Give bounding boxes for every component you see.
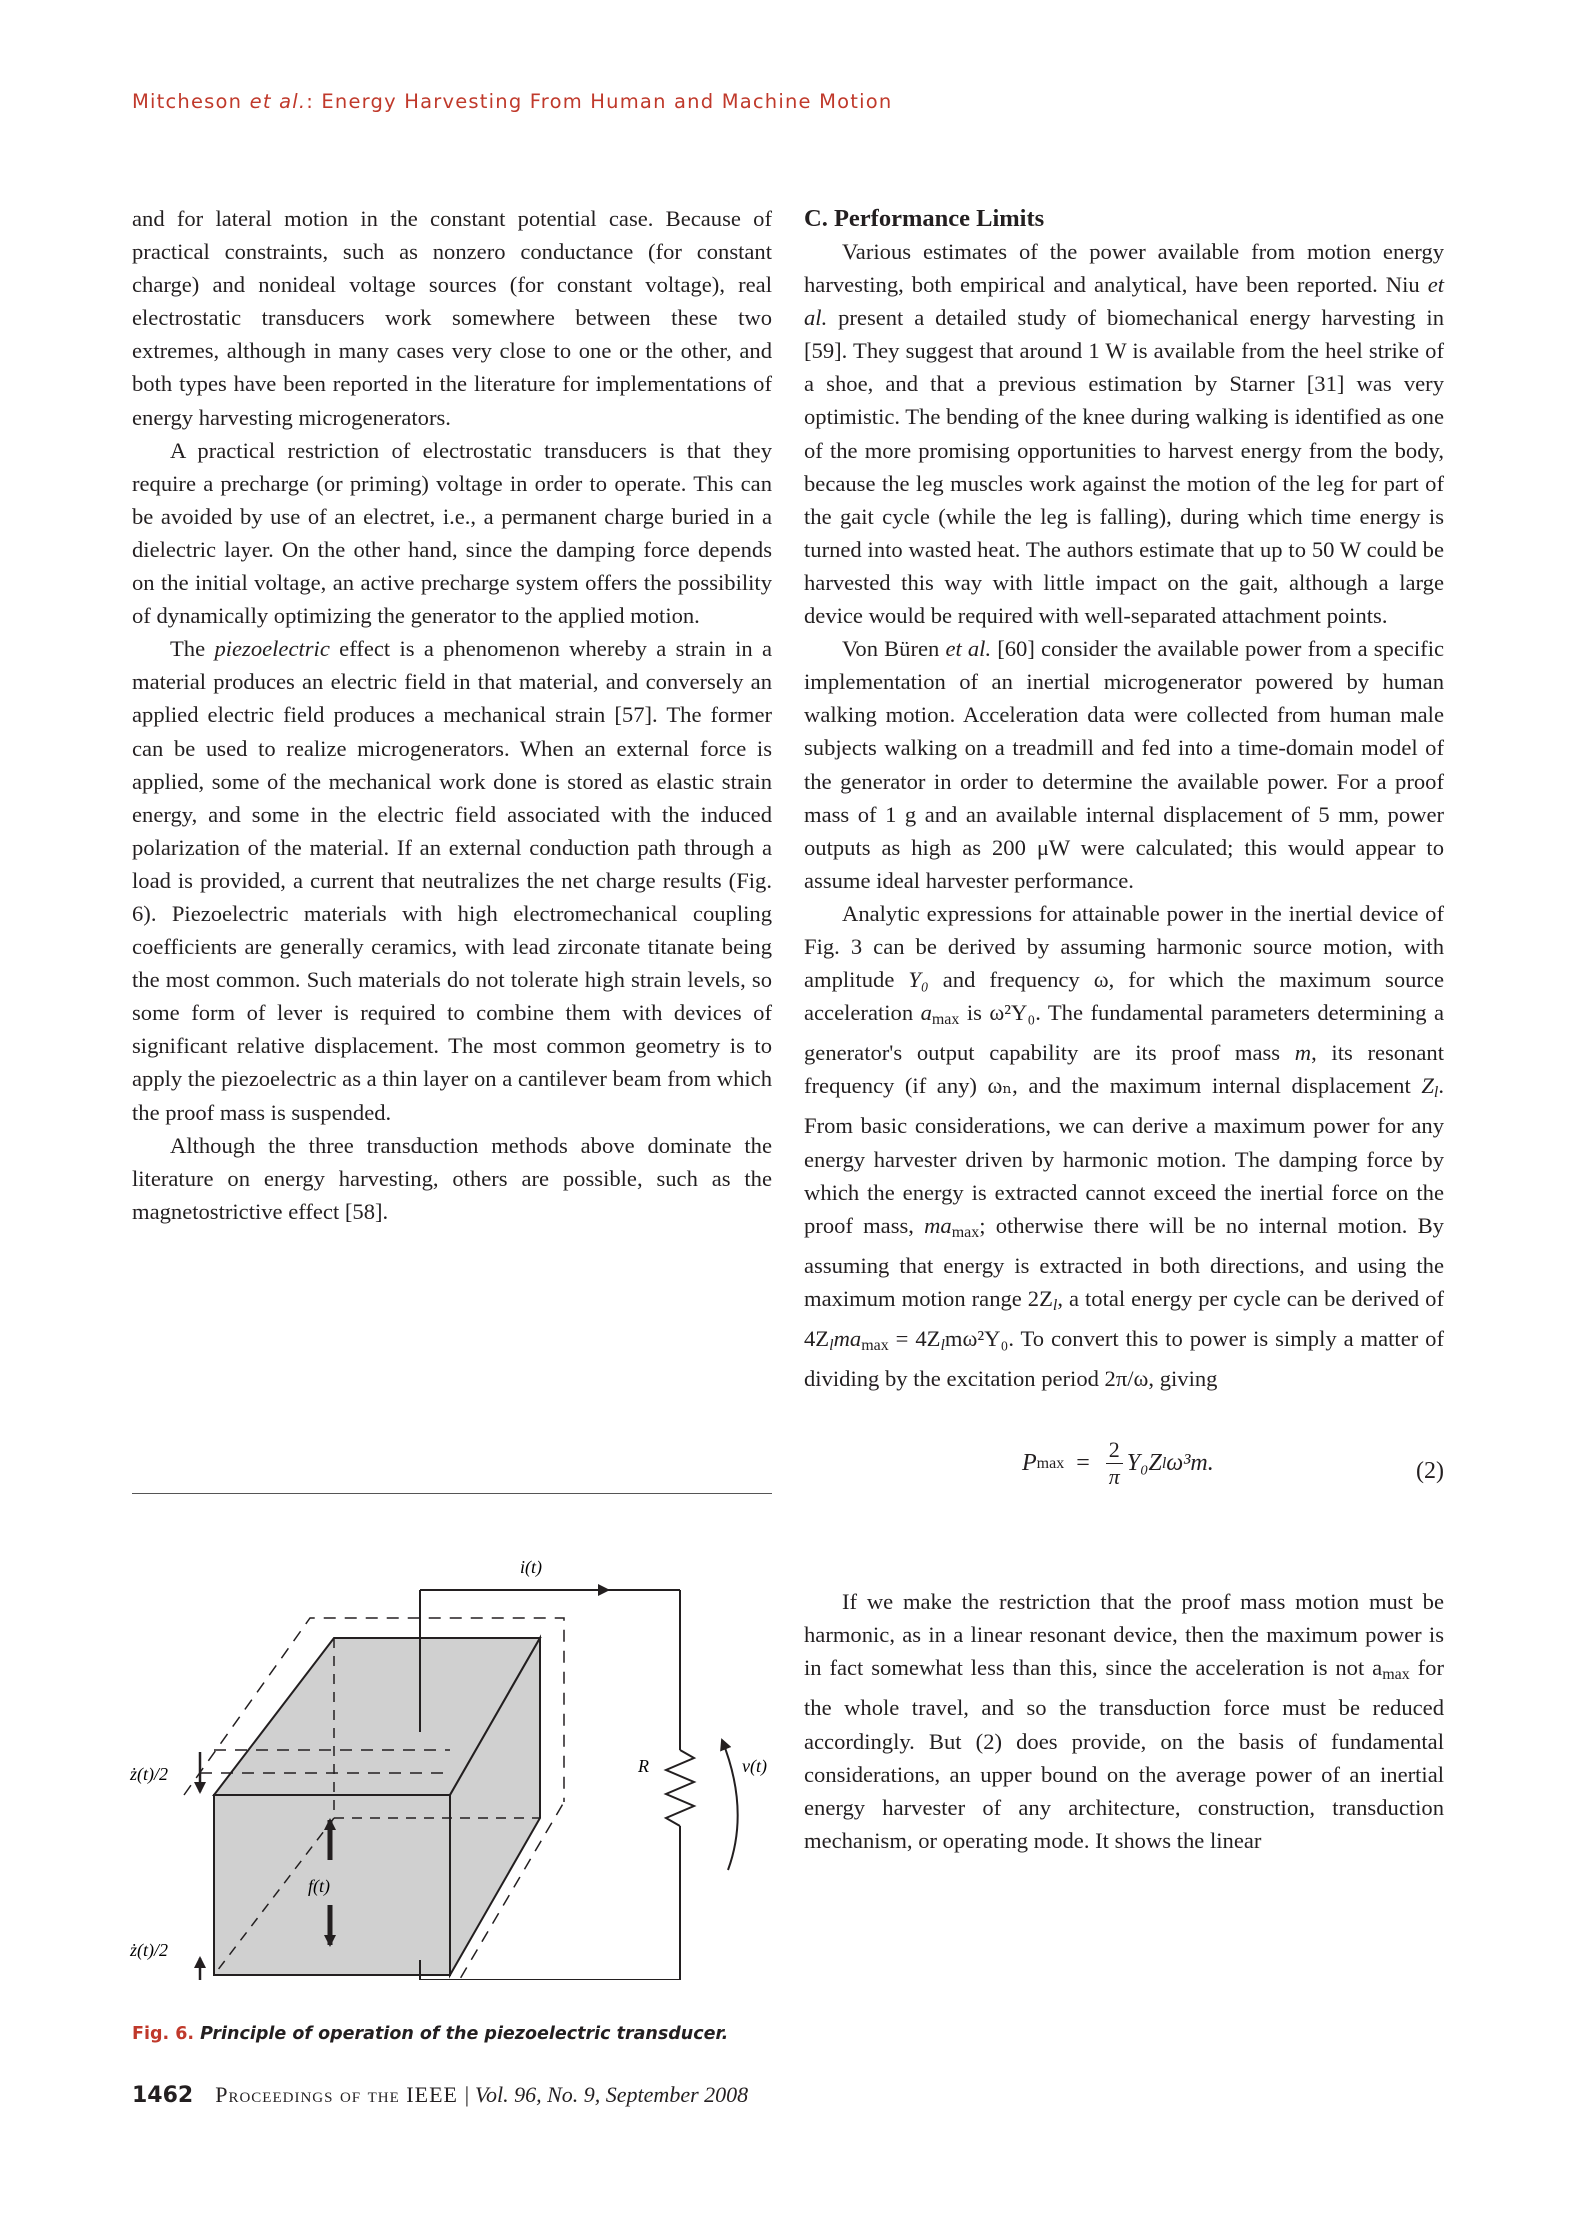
symbol-y0: Y₀ <box>908 967 929 993</box>
section-heading: C. Performance Limits <box>804 205 1045 232</box>
symbol-z-sub: l <box>1433 1084 1439 1102</box>
symbol-a-sub: max <box>931 1011 960 1029</box>
right-p4-b: for the whole travel, and so the transduction force must be reduced accordingly. But (2) does provide, on the basis of fundamental considerations, an upper bound on the average power of an inertial energy harvester of any architecture, construction, transduction mechanism, or operating mode. It shows the linear <box>804 1655 1444 1853</box>
eq-fraction <box>1106 1437 1123 1490</box>
piezo-transducer-diagram <box>120 1540 790 1980</box>
right-p3-a: Analytic expressions for attainable power in the inertial device of Fig. 3 can be derived by assuming harmonic source motion, with amplitude <box>804 900 1444 993</box>
figure-6 <box>120 1540 790 1980</box>
right-p3-e: . From basic considerations, we can derive a maximum power for any energy harvester driven by harmonic motion. The damping force by which the energy is extracted cannot exceed the inertial force on the proof mass, <box>804 1073 1444 1238</box>
left-paragraph-2: A practical restriction of electrostatic transducers is that they require a precharge (or priming) voltage in order to operate. This can be avoided by use of an electret, i.e., a permanent charge buried in a dielectric layer. On the other hand, since the damping force depends on the initial voltage, an active precharge system offers the possibility of dynamically optimizing the generator to the applied motion. <box>132 437 772 629</box>
right-p3-i: = 4Z <box>888 1326 941 1351</box>
symbol-ma: ma <box>924 1212 952 1238</box>
eq-rhs-tail: ω³m. <box>1166 1450 1214 1477</box>
right-paragraph-1 <box>804 235 1444 632</box>
eq-numerator: 2 <box>1106 1437 1123 1464</box>
right-p1-a: Various estimates of the power available from motion energy harvesting, both empirical and analytical, have been reported. Niu <box>804 239 1444 298</box>
right-p3-d: , its resonant frequency (if any) ωₙ, and the maximum internal displacement <box>804 1040 1444 1099</box>
symbol-ma-sub-2: max <box>861 1337 889 1354</box>
eq-lhs: P <box>1022 1450 1037 1477</box>
label-displacement-bottom: ż(t)/2 <box>130 1940 168 1960</box>
right-p1-b: present a detailed study of biomechanical energy harvesting in [59]. They suggest that around 1 W is available from the heel strike of a shoe, and that a previous estimation by Starner [31] was very optimistic. The bending of the knee during walking is identified as one of the more promising opportunities to harvest energy from the body, because the leg muscles work against the motion of the leg for part of the gait cycle (while the leg is falling), during which time energy is turned into wasted heat. The authors estimate that up to 50 W could be harvested this way with little impact on the gait, although a large device would be required with well-separated attachment points. <box>804 305 1444 629</box>
right-paragraph-2 <box>804 632 1444 897</box>
label-force: f(t) <box>308 1876 330 1896</box>
label-voltage: v(t) <box>742 1756 767 1776</box>
eq-rhs: Y₀Z <box>1126 1450 1162 1477</box>
eq-rhs-sub: l <box>1161 1455 1167 1473</box>
symbol-z: Z <box>1421 1073 1434 1099</box>
page-footer <box>132 2082 748 2108</box>
journal-name: Proceedings of the IEEE <box>215 2082 458 2107</box>
figure-top-rule <box>132 1493 772 1494</box>
left-p3-rest: effect is a phenomenon whereby a strain in a material produces an electric field in that material, and conversely an applied electric field produces a mechanical strain [57]. The former can be used to realize microgenerators. When an external force is applied, some of the mechanical work done is stored as elastic strain energy, and some in the electric field associated with the induced polarization of the material. If an external conduction path through a load is provided, a current that neutralizes the net charge results (Fig. 6). Piezoelectric materials with high electromechanical coupling coefficients are generally ceramics, with lead zirconate titanate being the most common. Such materials do not tolerate high strain levels, so some form of lever is required to combine them with devices of significant relative displacement. The most common geometry is to apply the piezoelectric as a thin layer on a cantilever beam from which the proof mass is suspended. <box>132 636 772 1125</box>
right-p2-etal: et al. <box>945 636 992 662</box>
equation-2 <box>804 1395 1444 1585</box>
journal-issue: | Vol. 96, No. 9, September 2008 <box>457 2082 749 2107</box>
right-p4-a: If we make the restriction that the proof mass motion must be harmonic, as in a linear resonant device, then the maximum power is in fact somewhat less than this, since the acceleration is not a <box>804 1589 1444 1681</box>
equation-body: P max = $\frac{2}{\pi}$ Y₀Z l ω³m. <box>1022 1437 1214 1490</box>
eq-lhs-sub: max <box>1036 1455 1065 1473</box>
right-p2-a: Von Büren <box>842 636 946 662</box>
right-column <box>804 202 1444 1857</box>
right-p3-b: and frequency ω, for which the maximum source acceleration <box>804 967 1444 1026</box>
right-p1-etal: et al. <box>804 272 1444 331</box>
label-displacement-top: ż(t)/2 <box>130 1764 168 1784</box>
symbol-z-sub-2: l <box>1052 1296 1058 1314</box>
right-p3-f: ; otherwise there will be no internal motion. By assuming that energy is extracted in both directions, and using the maximum motion range 2Z <box>804 1212 1444 1311</box>
right-p2-b: [60] consider the available power from a specific implementation of an inertial microgenerator powered by human walking motion. Acceleration data were collected from human male subjects walking on a treadmill and fed into a time-domain model of the generator in order to determine the available power. For a proof mass of 1 g and an available internal displacement of 5 mm, power outputs as high as 200 μW were calculated; this would appear to assume ideal harvester performance. <box>804 636 1444 893</box>
right-paragraph-4 <box>804 1585 1444 1857</box>
symbol-z-sub-4: l <box>940 1337 945 1354</box>
right-paragraph-3 <box>804 897 1444 1395</box>
right-p3-c: is ω²Y₀. The fundamental parameters determining a generator's output capability are its proof mass <box>804 1000 1444 1066</box>
left-p3-term: piezoelectric <box>214 636 330 662</box>
right-p3-g: , a total energy per cycle can be derived of 4Z <box>804 1285 1444 1351</box>
running-head-title: : Energy Harvesting From Human and Machine Motion <box>306 90 893 113</box>
left-column <box>132 202 772 1228</box>
label-resistor: R <box>638 1756 649 1776</box>
eq-denominator: π <box>1108 1464 1120 1490</box>
right-p4-sub: max <box>1382 1666 1410 1684</box>
running-head-authors: Mitcheson <box>132 90 250 113</box>
running-head-etal: et al. <box>249 90 307 113</box>
label-current: i(t) <box>520 1557 542 1577</box>
symbol-z-sub-3: l <box>829 1337 834 1354</box>
left-paragraph-1: and for lateral motion in the constant potential case. Because of practical constraints, such as nonzero conductance (for constant charge) and nonideal voltage sources (for constant voltage), real electrostatic transducers work somewhere between these two extremes, although in many cases very close to one or the other, and both types have been reported in the literature for implementations of energy harvesting microgenerators. <box>132 206 772 430</box>
running-head <box>132 90 892 113</box>
equation-number: (2) <box>1416 1458 1444 1485</box>
right-p3-j: mω²Y₀. To convert this to power is simply a matter of dividing by the excitation period 2π/ω, giving <box>804 1326 1444 1392</box>
symbol-a: a <box>920 1000 932 1026</box>
left-paragraph-3 <box>132 632 772 1128</box>
figure-caption-text: Principle of operation of the piezoelectric transducer. <box>194 2024 729 2044</box>
left-paragraph-4: Although the three transduction methods above dominate the literature on energy harvesting, others are possible, such as the magnetostrictive effect [58]. <box>132 1132 772 1224</box>
symbol-m: m <box>1294 1040 1312 1066</box>
figure-caption-id: Fig. 6. <box>132 2024 195 2044</box>
symbol-ma-sub: max <box>951 1223 980 1241</box>
page-number: 1462 <box>132 2083 194 2108</box>
left-p3-start: The <box>170 636 215 662</box>
right-p3-h: ma <box>833 1326 862 1351</box>
figure-caption <box>132 2024 728 2044</box>
resistor-zigzag <box>666 1750 694 1826</box>
